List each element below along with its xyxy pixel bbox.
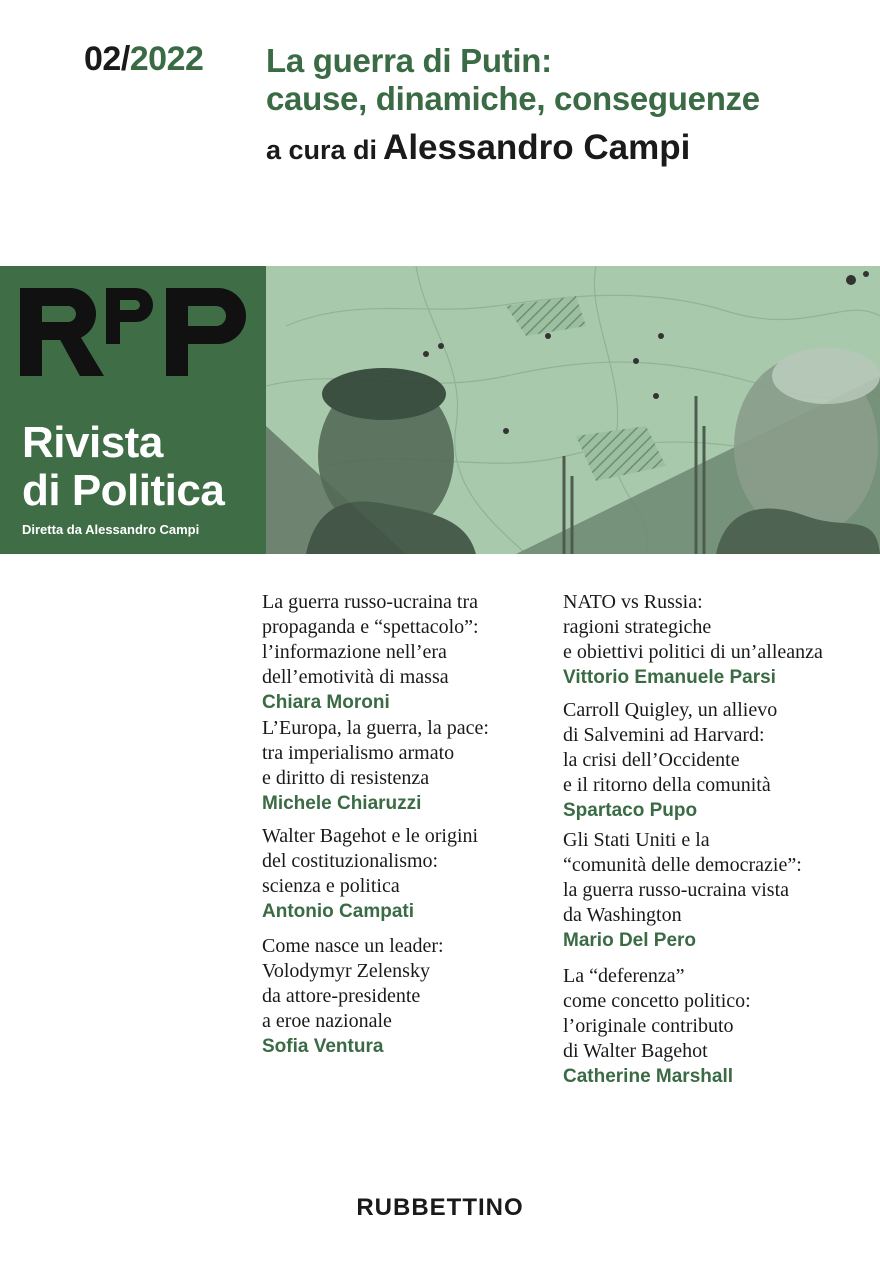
journal-name-line1: Rivista xyxy=(22,418,163,467)
article-item xyxy=(563,828,873,964)
cover-banner xyxy=(0,266,880,554)
issue-title-line2: cause, dinamiche, conseguenze xyxy=(266,80,760,117)
article-author: Chiara Moroni xyxy=(262,692,390,713)
article-item xyxy=(563,590,873,698)
article-item xyxy=(563,964,873,1089)
issue-number-part: 02/ xyxy=(84,40,130,78)
article-item xyxy=(262,716,562,824)
curator-line xyxy=(266,128,690,168)
article-title: Come nasce un leader: Volodymyr Zelensky da attore-presidente a eroe nazionale xyxy=(262,935,444,1032)
issue-title-line1: La guerra di Putin: xyxy=(266,42,552,79)
curator-prefix: a cura di xyxy=(266,135,378,165)
article-title: Carroll Quigley, un allievo di Salvemini ad Harvard: la crisi dell’Occidente e il ritorno della comunità xyxy=(563,699,778,796)
curator-name: Alessandro Campi xyxy=(383,128,691,167)
article-title: NATO vs Russia: ragioni strategiche e obiettivi politici di un’alleanza xyxy=(563,591,823,663)
journal-name-line2: di Politica xyxy=(22,466,225,515)
journal-logo-block xyxy=(0,266,266,554)
article-author: Michele Chiaruzzi xyxy=(262,793,422,814)
article-title: La guerra russo-ucraina tra propaganda e “spettacolo”: l’informazione nell’era dell’emotività di massa xyxy=(262,591,479,688)
article-author: Sofia Ventura xyxy=(262,1036,384,1057)
issue-year: 2022 xyxy=(129,40,204,78)
article-author: Spartaco Pupo xyxy=(563,800,698,821)
article-column-left xyxy=(262,590,562,1059)
publisher-logo: RUBBETTINO xyxy=(356,1194,524,1221)
journal-director: Diretta da Alessandro Campi xyxy=(22,522,200,537)
rpp-logo xyxy=(20,274,260,386)
article-item xyxy=(262,590,562,716)
issue-number xyxy=(84,40,203,79)
article-title: L’Europa, la guerra, la pace: tra imperialismo armato e diritto di resistenza xyxy=(262,717,489,789)
article-title: La “deferenza” come concetto politico: l’originale contributo di Walter Bagehot xyxy=(563,965,751,1062)
article-item xyxy=(262,934,562,1059)
article-column-right xyxy=(563,590,873,1089)
article-item xyxy=(262,824,562,934)
article-title: Walter Bagehot e le origini del costituzionalismo: scienza e politica xyxy=(262,825,479,897)
article-title: Gli Stati Uniti e la “comunità delle democrazie”: la guerra russo-ucraina vista da Washington xyxy=(563,829,802,926)
article-author: Catherine Marshall xyxy=(563,1066,733,1087)
article-author: Antonio Campati xyxy=(262,901,414,922)
article-item xyxy=(563,698,873,828)
article-author: Vittorio Emanuele Parsi xyxy=(563,667,776,688)
war-map-collage-image xyxy=(266,266,880,554)
article-author: Mario Del Pero xyxy=(563,930,697,951)
